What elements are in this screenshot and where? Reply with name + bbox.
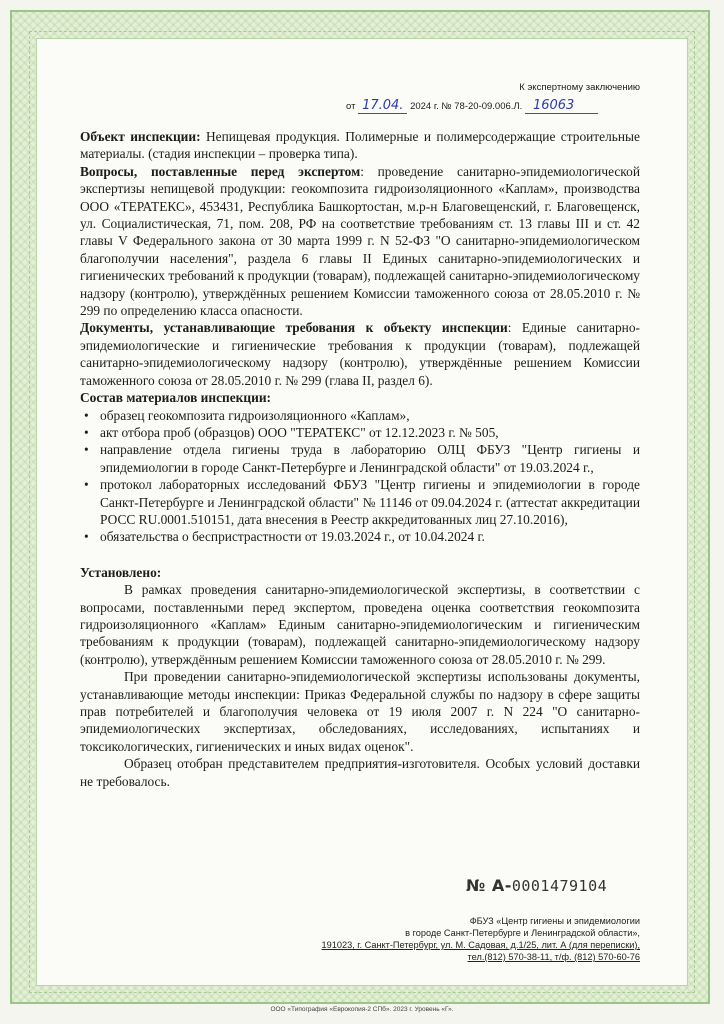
object-text: Непищевая продукция. Полимерные и полимерсодержащие строительные материалы. (стадия инспекции – проверка типа). [80,129,640,162]
questions-text: : проведение санитарно-эпидемиологической экспертизы непищевой продукции: геокомпозита гидроизоляционного «Каплам», производства ООО «ТЕРАТЕКС», 453431, Республика Башкортостан, м.р-н Благовещенский, г. Благовещенск, ул. Социалистическая, 71, пом. 208, РФ на соответствие требованиям ст. 13 главы III и ст. 42 главы V Федерального закона от 30 марта 1999 г. N 52-ФЗ "О санитарно-эпидемиологическом благополучии населения", раздела 6 главы II Единых санитарно-эпидемиологических и гигиенических требований к продукции (товарам), подлежащей санитарно-эпидемиологическому надзору (контролю), утверждённых решением Комиссии таможенного союза от 28.05.2010 г. № 299 по определению класса опасности. [80,163,640,319]
established-paragraph-1: В рамках проведения санитарно-эпидемиологической экспертизы, в соответствии с вопросами, поставленными перед экспертом, проведена оценка соответствия геокомпозита гидроизоляционного «Каплам» Единым санитарно-эпидемиологическим и гигиеническим требованиям к продукции (товарам), подлежащей санитарно-эпидемиологическому надзору (контролю), утверждённым решением Комиссии таможенного союза от 28.05.2010 г. № 299. [80,582,640,667]
list-item: • направление отдела гигиены труда в лабораторию ОЛЦ ФБУЗ "Центр гигиены и эпидемиологии в городе Санкт-Петербурге и Ленинградской области" от 19.03.2024 г., [100,441,640,476]
spacer [80,546,640,564]
questions-label: Вопросы, поставленные перед экспертом [80,163,361,179]
materials-heading: Состав материалов инспекции: [80,390,272,406]
stamp-line-2: в городе Санкт-Петербурге и Ленинградской области», [405,928,640,938]
established-heading: Установлено: [80,564,162,580]
document-content [80,128,640,790]
list-item: • протокол лабораторных исследований ФБУЗ "Центр гигиены и эпидемиологии в городе Санкт-Петербурге и Ленинградской области" № 11146 от 09.04.2024 г. (аттестат аккредитации РОСС RU.0001.510151, дата внесения в Реестр аккредитованных лиц 27.10.2016), [100,476,640,528]
reference-caption: К экспертному заключению [519,82,640,93]
documents-text: : Единые санитарно-эпидемиологические и гигиенические требования к продукции (товарам), подлежащей санитарно-эпидемиологическому надзору (контролю), утверждённые решением Комиссии таможенного союза от 28.05.2010 г. № 299 (глава II, раздел 6). [80,320,640,388]
printer-footer: ООО «Типография «Еврокопия-2 СПб». 2023 г. Уровень «Г». [270,1006,454,1013]
established-paragraph-2: При проведении санитарно-эпидемиологической экспертизы использованы документы, устанавливающие методы инспекции: Приказ Федеральной службы по надзору в сфере защиты прав потребителей и благополучия человека от 19 июля 2007 г. N 224 "О санитарно-эпидемиологических экспертизах, обследованиях, исследованиях, испытаниях и токсикологических, гигиенических и иных видах оценок". [80,669,640,754]
list-item: • образец геокомпозита гидроизоляционного «Каплам», [100,407,640,424]
organization-stamp [322,915,640,963]
object-label: Объект инспекции: [80,129,201,144]
materials-list [80,407,640,546]
serial-prefix: № А- [466,876,512,895]
stamp-line-1: ФБУЗ «Центр гигиены и эпидемиологии [469,916,640,926]
from-label: от [346,101,356,112]
year-and-number-prefix: 2024 г. № 78-20-09.006.Л. [410,101,523,112]
stamp-line-3: 191023, г. Санкт-Петербург, ул. М. Садовая, д.1/25, лит. А (для переписки), [321,940,640,950]
documents-label: Документы, устанавливающие требования к объекту инспекции [80,320,508,336]
object-section [80,128,640,163]
handwritten-date: 17.04. [358,98,407,114]
documents-section [80,319,640,389]
serial-digits: 0001479104 [511,877,608,895]
form-serial-number [466,876,607,895]
established-paragraph-3: Образец отобран представителем предприятия-изготовителя. Особых условий доставки не требовалось. [80,756,640,789]
stamp-line-4: тел.(812) 570-38-11, т/ф. (812) 570-60-76 [467,952,640,962]
handwritten-number: 16063 [525,98,598,114]
questions-section [80,163,640,320]
list-item: • обязательства о беспристрастности от 19.03.2024 г., от 10.04.2024 г. [100,528,640,545]
reference-line [346,98,598,113]
list-item: • акт отбора проб (образцов) ООО "ТЕРАТЕКС" от 12.12.2023 г. № 505, [100,424,640,441]
